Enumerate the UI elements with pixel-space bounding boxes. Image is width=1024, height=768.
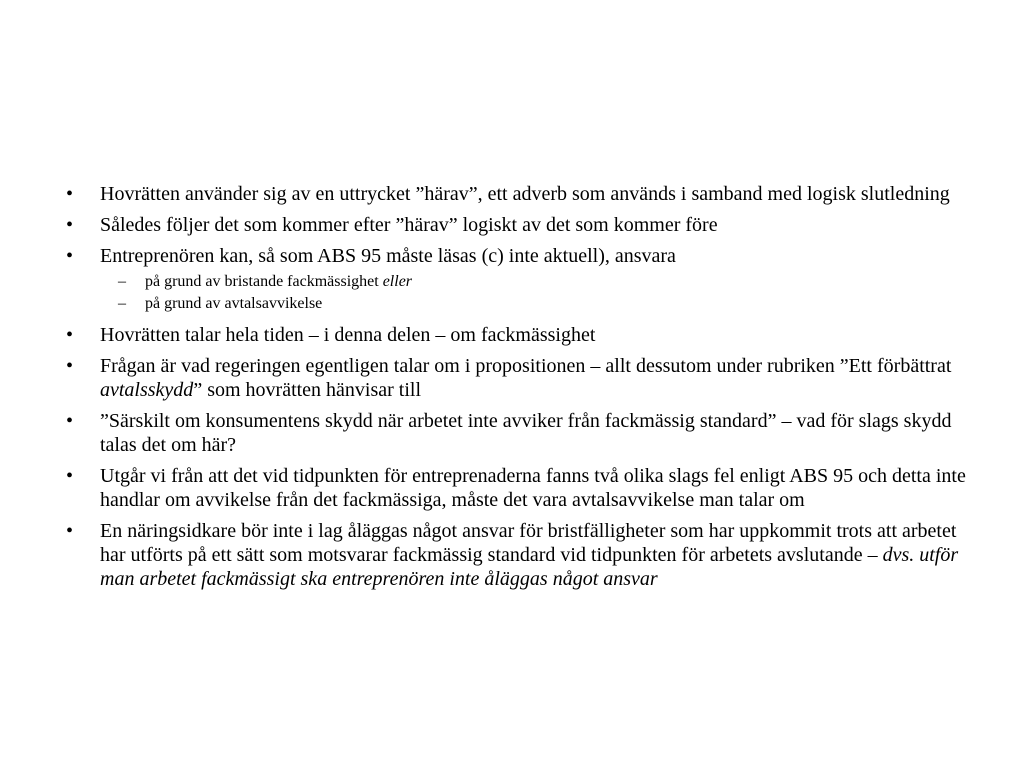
bullet-marker: • <box>66 324 74 346</box>
sub-bullet-text: på grund av avtalsavvikelse <box>145 295 323 312</box>
bullet-marker: • <box>66 245 74 267</box>
bullet-item-6 <box>60 409 970 457</box>
bullet-marker: • <box>66 214 74 236</box>
bullet-item-2 <box>60 213 970 237</box>
bullet-item-7 <box>60 464 970 512</box>
bullet-emphasis: dvs. utför man arbetet fackmässigt ska entreprenören inte åläggas något ansvar <box>100 544 959 590</box>
sub-bullet-marker: – <box>118 295 126 312</box>
bullet-marker: • <box>66 355 74 377</box>
sub-bullet-item-1 <box>60 272 970 292</box>
sub-bullet-emphasis: eller <box>382 273 413 290</box>
bullet-item-5 <box>60 354 970 402</box>
bullet-marker: • <box>66 520 74 542</box>
bullet-text-part-2: ” som hovrätten hänvisar till <box>193 379 422 401</box>
bullet-item-4 <box>60 323 970 347</box>
bullet-text: ”Särskilt om konsumentens skydd när arbetet inte avviker från fackmässig standard” – vad för slags skydd talas det om här? <box>100 410 952 456</box>
bullet-text: Således följer det som kommer efter ”härav” logiskt av det som kommer före <box>100 214 718 236</box>
sub-bullet-text: på grund av bristande fackmässighet <box>145 273 383 290</box>
bullet-text: Hovrätten använder sig av en uttrycket ”härav”, ett adverb som används i samband med logisk slutledning <box>100 183 950 205</box>
bullet-marker: • <box>66 465 74 487</box>
bullet-text: Hovrätten talar hela tiden – i denna delen – om fackmässighet <box>100 324 596 346</box>
bullet-text: Utgår vi från att det vid tidpunkten för entreprenaderna fanns två olika slags fel enligt ABS 95 och detta inte handlar om avvikelse från det fackmässiga, måste det vara avtalsavvikelse man talar om <box>100 465 966 511</box>
bullet-text: Entreprenören kan, så som ABS 95 måste läsas (c) inte aktuell), ansvara <box>100 245 676 267</box>
bullet-list <box>60 182 970 598</box>
sub-bullet-marker: – <box>118 273 126 290</box>
bullet-text-part-1: En näringsidkare bör inte i lag åläggas något ansvar för bristfälligheter som har uppkommit trots att arbetet har utförts på ett sätt som motsvarar fackmässig standard vid tidpunkten för arbetets avslutande – <box>100 520 957 566</box>
bullet-emphasis: avtalsskydd <box>100 379 194 401</box>
bullet-item-8 <box>60 519 970 591</box>
bullet-item-3 <box>60 244 970 268</box>
sub-bullet-item-2 <box>60 294 970 314</box>
bullet-text-part-1: Frågan är vad regeringen egentligen talar om i propositionen – allt dessutom under rubriken ”Ett förbättrat <box>100 355 952 377</box>
bullet-item-1 <box>60 182 970 206</box>
bullet-marker: • <box>66 183 74 205</box>
bullet-marker: • <box>66 410 74 432</box>
